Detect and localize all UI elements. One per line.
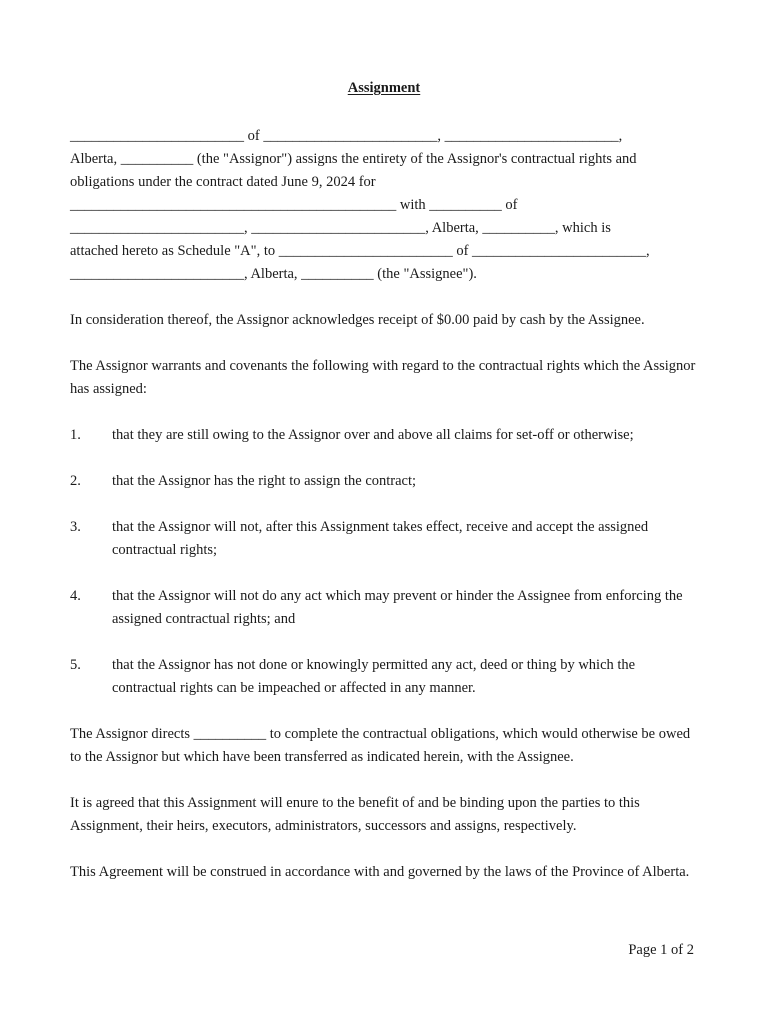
list-item-number: 1. [70,427,81,443]
list-item-number: 3. [70,519,81,535]
list-item-number: 5. [70,657,81,673]
list-item [70,585,700,631]
list-item-text: that the Assignor will not, after this Assignment takes effect, receive and accept the assigned contractual rights; [112,519,649,558]
governing-law-paragraph: This Agreement will be construed in accordance with and governed by the laws of the Province of Alberta. [70,864,690,880]
intro-paragraph [70,125,700,286]
warranty-intro-paragraph: The Assignor warrants and covenants the following with regard to the contractual rights which the Assignor has assigned: [70,358,696,397]
list-item-text: that the Assignor has not done or knowingly permitted any act, deed or thing by which the contractual rights can be impeached or affected in any manner. [112,657,636,696]
list-item [70,470,700,493]
intro-line: Alberta, __________ (the "Assignor") assigns the entirety of the Assignor's contractual rights and [70,151,637,167]
intro-line: obligations under the contract dated June 9, 2024 for [70,174,376,190]
list-item [70,654,700,700]
list-item-text: that the Assignor has the right to assign the contract; [112,473,417,489]
directs-paragraph: The Assignor directs __________ to complete the contractual obligations, which would otherwise be owed to the Assignor but which have been transferred as indicated herein, with the Assignee. [70,726,691,765]
intro-line: attached hereto as Schedule "A", to ________________________ of ________________________, [70,243,650,259]
list-item-text: that they are still owing to the Assignor over and above all claims for set-off or otherwise; [112,427,634,443]
list-item-text: that the Assignor will not do any act which may prevent or hinder the Assignee from enforcing the assigned contractual rights; and [112,588,683,627]
benefit-paragraph: It is agreed that this Assignment will enure to the benefit of and be binding upon the parties to this Assignment, their heirs, executors, administrators, successors and assigns, respectively. [70,795,640,834]
intro-line: ________________________, ________________________, Alberta, __________, which is [70,220,611,236]
document-title: Assignment [347,80,421,96]
intro-line: _____________________________________________ with __________ of [70,197,518,213]
consideration-paragraph: In consideration thereof, the Assignor acknowledges receipt of $0.00 paid by cash by the Assignee. [70,312,645,328]
list-item [70,424,700,447]
list-item-number: 2. [70,473,81,489]
list-item-number: 4. [70,588,81,604]
intro-line: ________________________ of ________________________, ________________________, [70,128,623,144]
document-body [70,125,700,884]
list-item [70,516,700,562]
page-number: Page 1 of 2 [628,942,694,958]
intro-line: ________________________, Alberta, __________ (the "Assignee"). [70,266,477,282]
